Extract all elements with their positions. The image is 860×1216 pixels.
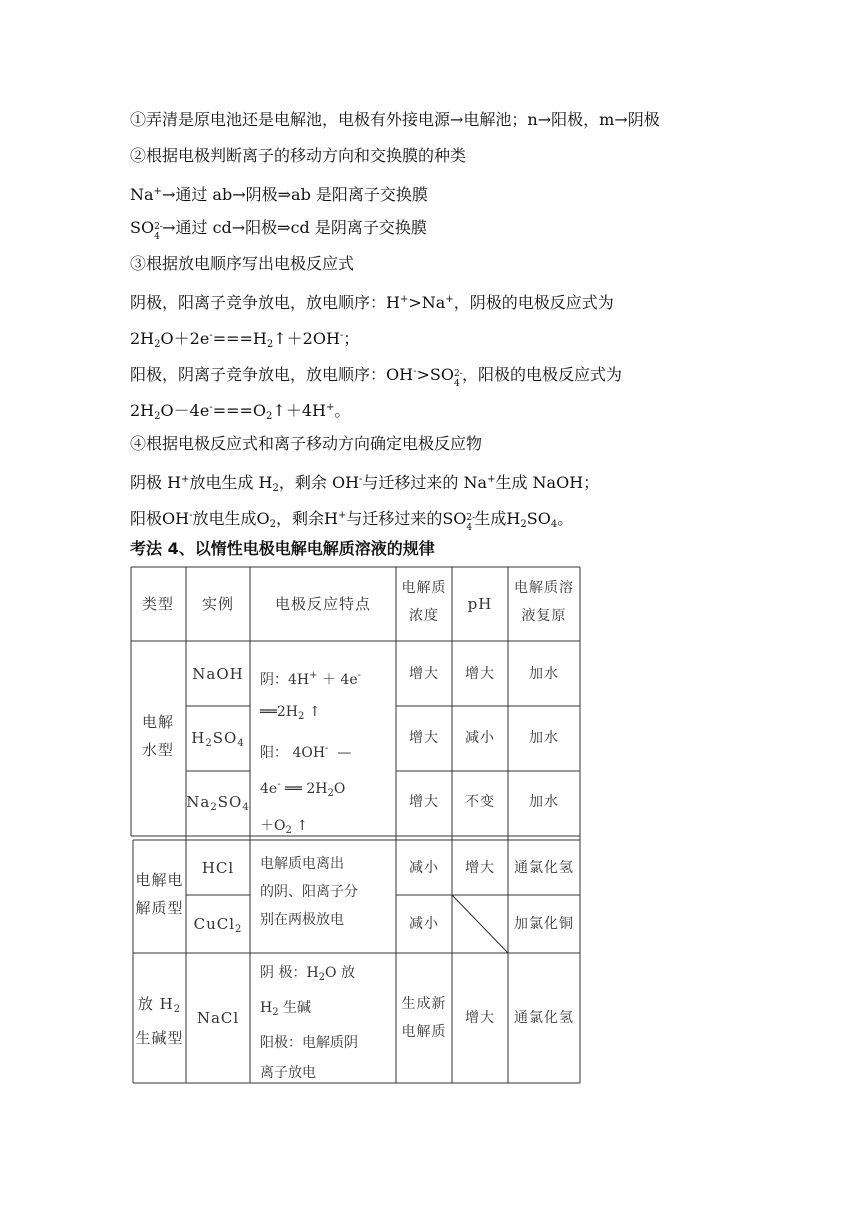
electrolysis-rules-table [130,566,582,1084]
header-type: 类型 [141,595,174,613]
conc-h2so4: 增大 [409,730,439,746]
example-na2so4: $Na_2SO_4$ [186,793,250,813]
conc-nacl: 生成新 电解质 [401,996,447,1040]
section-heading: 考法 4、以惰性电极电解电解质溶液的规律 [130,539,435,558]
header-example: 实例 [201,595,234,613]
header-restore: 电解质溶 液复原 [514,580,574,624]
cathode-equation: $2H_2O+2e^-===H_2↑+2OH^-$； [130,329,360,350]
example-h2so4: $H_2SO_4$ [191,729,245,749]
type-release-h2: 放 $H_2$ 生碱型 [135,995,184,1047]
cathode-order-line: 阴极，阳离子竞争放电，放电顺序：H+>Na+，阴极的电极反应式为 [130,293,614,312]
type-electrolyze-water: 电解 水型 [141,713,174,759]
conc-naoh: 增大 [409,666,439,682]
example-cucl2: CuCl$_2$ [193,915,243,935]
conc-cucl2: 减小 [409,916,439,932]
example-naoh: NaOH [192,665,244,683]
anode-equation: $2H_2O-4e^-===O_2↑+4H^+$。 [130,401,351,422]
example-nacl: NaCl [196,1009,240,1027]
step-4: ④根据电极反应式和离子移动方向确定电极反应物 [130,434,483,453]
conc-na2so4: 增大 [409,794,439,810]
type-electrolyze-solute: 电解电 解质型 [135,871,184,917]
header-electrode-reaction: 电极反应特点 [274,595,371,613]
example-hcl: HCl [201,859,235,877]
anode-order-line: 阳极，阴离子竞争放电，放电顺序：OH->SO 2- 4 ，阳极的电极反应式为 [130,365,622,389]
header-ph: pH [467,595,493,613]
reaction-water: 阴：4H+ ＋ 4e- $══2H_2$ ↑ 阳： 4OH- — 4e- ══ $2H_2O$ $+O_2$ ↑ [260,670,362,836]
restore-cucl2: 加氯化铜 [514,916,574,932]
ph-nacl: 增大 [465,1010,495,1026]
header-concentration: 电解质 浓度 [401,580,447,624]
restore-h2so4: 加水 [529,730,559,746]
na-ion-line: Na+→通过 ab→阴极⇒ab 是阳离子交换膜 [130,185,428,204]
cathode-product-line: 阴极 H+放电生成 $H_2$，剩余 OH-与迁移过来的 Na+生成 NaOH； [130,473,600,494]
ph-h2so4: 减小 [465,730,495,746]
step-1: ①弄清是原电池还是电解池，电极有外接电源→电解池；n→阳极，m→阴极 [130,110,660,129]
restore-na2so4: 加水 [529,794,559,810]
conc-hcl: 减小 [409,860,439,876]
ph-naoh: 增大 [465,666,495,682]
ph-hcl: 增大 [465,860,495,876]
restore-hcl: 通氯化氢 [514,860,574,876]
restore-nacl: 通氯化氢 [514,1010,574,1026]
reaction-solute: 电解质电离出 的阴、阳离子分 别在两极放电 [260,856,358,928]
reaction-release-h2: 阴 极：$H_2O$ 放 $H_2$ 生碱 阳极：电解质阴 离子放电 [260,965,358,1081]
sulfate-ion-line: SO 2- 4 →通过 cd→阳极⇒cd 是阴离子交换膜 [130,218,427,242]
restore-naoh: 加水 [529,666,559,682]
ph-na2so4: 不变 [465,794,495,810]
anode-product-line: 阳极OH-放电生成$O_2$，剩余H+与迁移过来的SO 2- 4 生成$H_2SO_4$。 [130,509,574,533]
step-2: ②根据电极判断离子的移动方向和交换膜的种类 [130,146,467,165]
step-3: ③根据放电顺序写出电极反应式 [130,254,355,273]
